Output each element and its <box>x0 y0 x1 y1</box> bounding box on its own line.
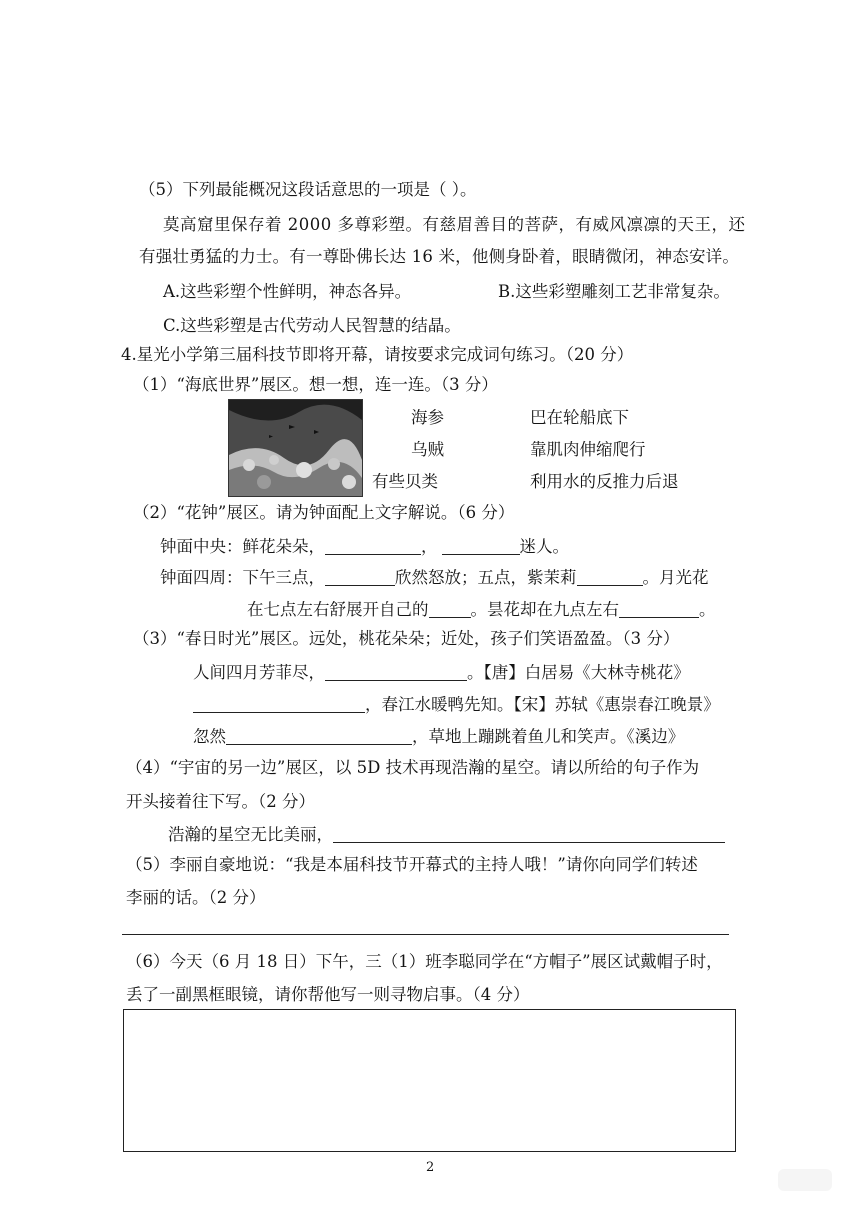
poem-line3 <box>193 725 684 749</box>
q4-part1-stem: （1）“海底世界”展区。想一想，连一连。（3 分） <box>133 375 498 394</box>
q5-stem: （5）下列最能概况这段话意思的一项是（ ）。 <box>139 180 477 199</box>
q5-passage-line1: 莫高窟里保存着 2000 多尊彩塑。有慈眉善目的菩萨，有威风凛凛的天王，还 <box>163 215 746 234</box>
clock-around-line <box>160 566 709 590</box>
answer-blank[interactable] <box>442 536 520 555</box>
q4-part5-stem-line1: （5）李丽自豪地说：“我是本届科技节开幕式的主持人哦！”请你向同学们转述 <box>126 855 698 874</box>
answer-blank[interactable] <box>577 567 643 586</box>
clock-line3-text-c: 。 <box>699 600 716 619</box>
q4-part6-stem-line1: （6）今天（6 月 18 日）下午，三（1）班李聪同学在“方帽子”展区试戴帽子时， <box>126 952 723 971</box>
starry-sky-prompt: 浩瀚的星空无比美丽， <box>168 825 333 844</box>
poem3-text-a: 忽然 <box>193 727 226 746</box>
clock-center-text-a: 鲜花朵朵， <box>242 537 325 556</box>
match-right-2: 靠肌肉伸缩爬行 <box>530 440 646 459</box>
clock-center-text-c: 迷人。 <box>519 537 569 556</box>
answer-blank[interactable] <box>429 599 471 618</box>
q4-part6-stem-line2: 丢了一副黑框眼镜，请你帮他写一则寻物启事。（4 分） <box>126 985 530 1004</box>
match-left-2: 乌贼 <box>411 440 444 459</box>
answer-blank[interactable] <box>325 536 421 555</box>
q4-part3-stem: （3）“春日时光”展区。远处，桃花朵朵；近处，孩子们笑语盈盈。（3 分） <box>133 629 680 648</box>
answer-blank[interactable] <box>325 662 467 681</box>
q5-passage-line2: 有强壮勇猛的力士。有一尊卧佛长达 16 米，他侧身卧着，眼睛微闭，神态安详。 <box>139 247 740 266</box>
clock-center-text-b: ， <box>421 537 438 556</box>
clock-around-label: 钟面四周： <box>160 568 243 587</box>
starry-sky-line <box>168 823 725 847</box>
seafloor-illustration <box>229 400 362 496</box>
q4-part2-stem: （2）“花钟”展区。请为钟面配上文字解说。（6 分） <box>133 503 515 522</box>
lost-notice-answer-box[interactable] <box>123 1009 736 1152</box>
clock-line3-text-b: 。昙花却在九点左右 <box>470 600 619 619</box>
clock-line3 <box>247 598 716 622</box>
q4-title: 4.星光小学第三届科技节即将开幕，请按要求完成词句练习。（20 分） <box>121 345 634 364</box>
match-right-1: 巴在轮船底下 <box>530 408 629 427</box>
match-left-1: 海参 <box>411 408 444 427</box>
answer-blank[interactable] <box>193 694 365 713</box>
q4-part4-stem-line1: （4）“宇宙的另一边”展区，以 5D 技术再现浩瀚的星空。请以所给的句子作为 <box>126 758 700 777</box>
clock-center-line <box>160 535 569 559</box>
poem3-text-b: ，草地上蹦跳着鱼儿和笑声。《溪边》 <box>412 727 685 746</box>
answer-blank[interactable] <box>226 726 412 745</box>
q5-option-c: C.这些彩塑是古代劳动人民智慧的结晶。 <box>163 316 461 335</box>
q4-part5-stem-line2: 李丽的话。（2 分） <box>126 888 266 907</box>
answer-blank[interactable] <box>333 824 725 843</box>
watermark-logo <box>778 1169 832 1191</box>
poem2-text-b: ，春江水暖鸭先知。【宋】苏轼《惠崇春江晚景》 <box>365 695 720 714</box>
answer-blank[interactable] <box>619 599 699 618</box>
poem1-text-b: 。【唐】白居易《大林寺桃花》 <box>467 663 690 682</box>
q5-option-b: B.这些彩塑雕刻工艺非常复杂。 <box>498 282 730 301</box>
answer-blank[interactable] <box>325 567 395 586</box>
match-right-3: 利用水的反推力后退 <box>530 472 679 491</box>
page-number: 2 <box>426 1160 435 1175</box>
clock-line3-text-a: 在七点左右舒展开自己的 <box>247 600 429 619</box>
clock-around-text-a: 下午三点， <box>242 568 325 587</box>
q5-option-a: A.这些彩塑个性鲜明，神态各异。 <box>163 282 412 301</box>
clock-around-text-b: 欣然怒放；五点，紫茉莉 <box>395 568 577 587</box>
seafloor-photo-image <box>228 399 363 497</box>
poem-line1 <box>193 661 690 685</box>
match-left-3: 有些贝类 <box>372 472 438 491</box>
q4-part4-stem-line2: 开头接着往下写。（2 分） <box>126 792 315 811</box>
answer-line[interactable] <box>122 934 729 935</box>
clock-center-label: 钟面中央： <box>160 537 243 556</box>
poem-line2 <box>193 693 720 717</box>
poem1-text-a: 人间四月芳菲尽， <box>193 663 325 682</box>
clock-around-text-c: 。月光花 <box>642 568 709 587</box>
